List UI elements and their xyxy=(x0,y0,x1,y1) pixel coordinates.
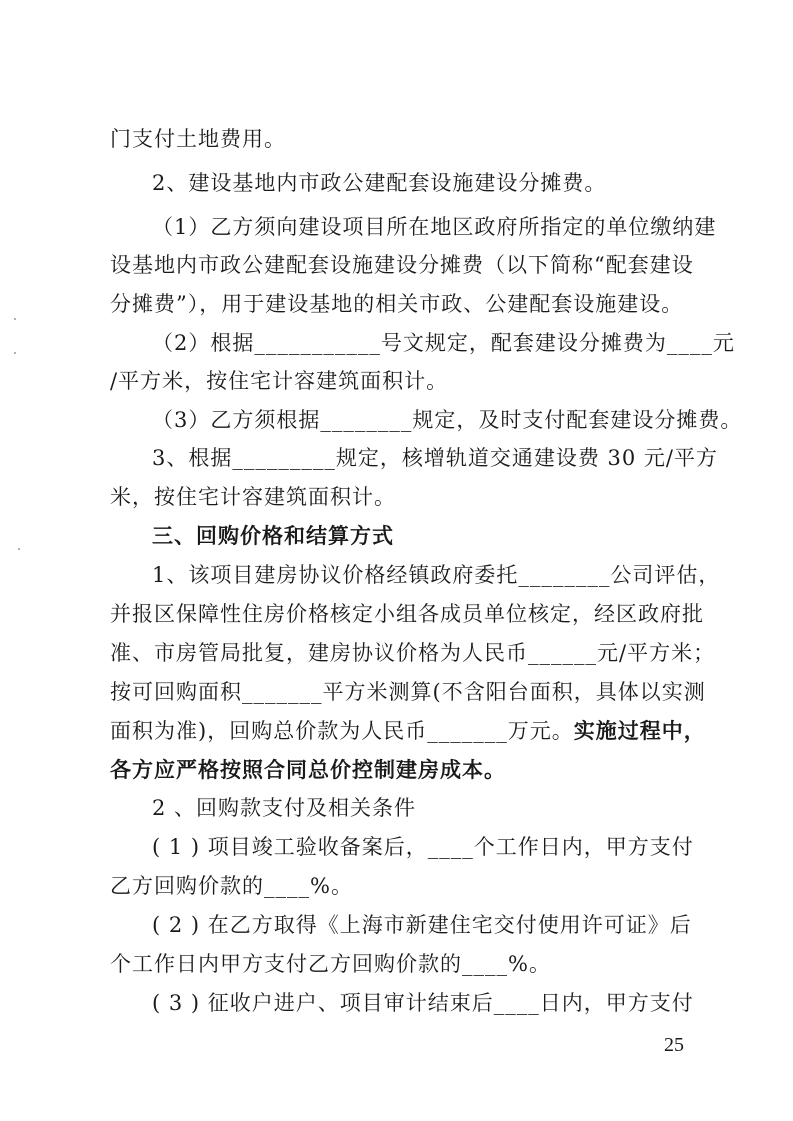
text-line: ( 3 ) 征收户进户、项目审计结束后____日内，甲方支付 xyxy=(152,991,694,1015)
text-line: 门支付土地费用。 xyxy=(110,127,286,151)
text-line: 准、市房管局批复，建房协议价格为人民币______元/平方米； xyxy=(110,641,716,665)
text-line: （1）乙方须向建设项目所在地区政府所指定的单位缴纳建 xyxy=(152,215,717,239)
text-line xyxy=(110,718,706,744)
text-line: 设基地内市政公建配套设施建设分摊费（以下简称“配套建设 xyxy=(110,253,694,277)
text-line: /平方米，按住宅计容建筑面积计。 xyxy=(110,369,449,393)
bold-text-segment: 实施过程中， xyxy=(573,718,706,743)
scan-speck xyxy=(14,352,16,354)
page-number: 25 xyxy=(664,1034,684,1056)
text-line: 2 、回购款支付及相关条件 xyxy=(152,796,417,820)
text-line: （3）乙方须根据________规定，及时支付配套建设分摊费。 xyxy=(152,408,743,432)
text-segment: 面积为准)，回购总价款为人民币_______万元。 xyxy=(110,719,574,743)
text-line: 各方应严格按照合同总价控制建房成本。 xyxy=(110,757,506,782)
text-line: 1、该项目建房协议价格经镇政府委托________公司评估， xyxy=(152,563,721,587)
scan-speck xyxy=(18,548,20,550)
text-line: 米，按住宅计容建筑面积计。 xyxy=(110,485,396,509)
text-line: 3、根据_________规定，核增轨道交通建设费 30 元/平方 xyxy=(152,446,719,470)
text-line: ( 1 ) 项目竣工验收备案后，____个工作日内，甲方支付 xyxy=(152,835,694,859)
text-line: 并报区保障性住房价格核定小组各成员单位核定，经区政府批 xyxy=(110,602,704,626)
text-line: 2、建设基地内市政公建配套设施建设分摊费。 xyxy=(152,171,607,195)
text-line: （2）根据___________号文规定，配套建设分摊费为____元 xyxy=(152,331,735,355)
text-line: 乙方回购价款的____%。 xyxy=(110,874,353,898)
text-line: 个工作日内甲方支付乙方回购价款的____%。 xyxy=(110,952,551,976)
text-line: 分摊费”），用于建设基地的相关市政、公建配套设施建设。 xyxy=(110,292,684,316)
text-line: ( 2 ) 在乙方取得《上海市新建住宅交付使用许可证》后 xyxy=(152,913,692,937)
scan-speck xyxy=(14,318,16,320)
text-line: 三、回购价格和结算方式 xyxy=(152,523,394,548)
text-line: 按可回购面积_______平方米测算(不含阳台面积，具体以实测 xyxy=(110,680,706,704)
